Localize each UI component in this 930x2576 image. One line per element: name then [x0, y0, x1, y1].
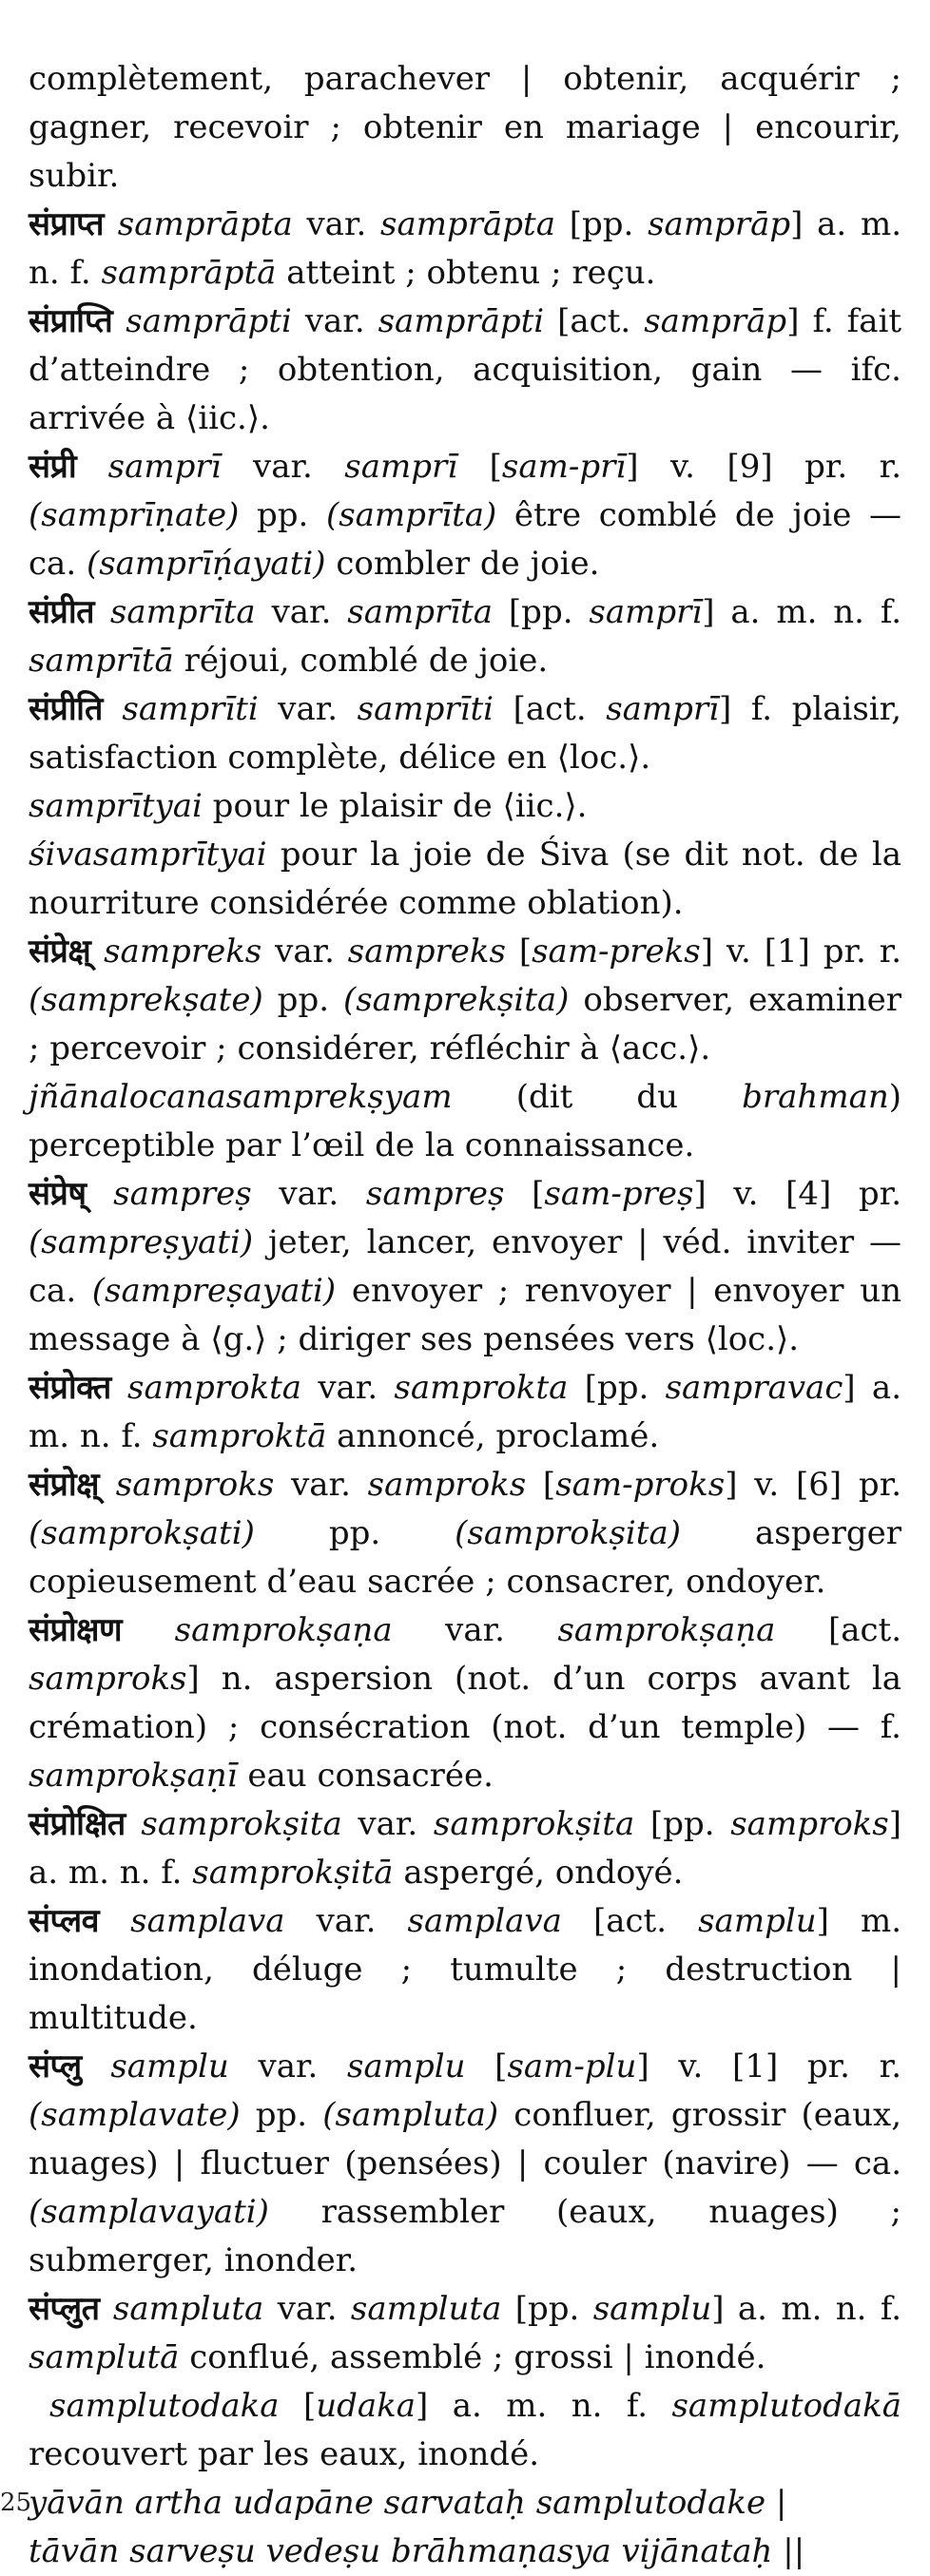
- text: [act.: [561, 1902, 699, 1940]
- definition: pour le plaisir de ⟨iic.⟩.: [202, 787, 588, 825]
- variant: sampluta: [350, 2290, 502, 2328]
- definition: aspergé, ondoyé.: [393, 1854, 684, 1892]
- text: ] v. [9] pr. r.: [626, 448, 901, 486]
- text: ] v. [1] pr. r.: [700, 932, 902, 971]
- devanagari-headword: संप्रेक्ष्: [29, 932, 91, 971]
- causative: (samplavayati): [29, 2193, 269, 2231]
- text: ] a. m. n. f.: [702, 593, 901, 631]
- definition: rassembler (eaux, nuages) ; submerger, inonder.: [29, 2193, 901, 2279]
- subentry-sampriityai: [29, 782, 901, 831]
- definition: ] m. inondation, déluge ; tumulte ; destruction | multitude.: [29, 1902, 902, 2037]
- subentry-term: śivasamprītyai: [29, 836, 267, 874]
- variant: samprāpta: [380, 205, 555, 243]
- text: ] a. m. n. f.: [29, 205, 902, 292]
- transliteration: samproks: [115, 1466, 275, 1504]
- transliteration: samprokṣita: [141, 1805, 342, 1843]
- variant: samprīti: [357, 690, 494, 728]
- variant: samprāpti: [378, 302, 545, 340]
- text: var.: [255, 593, 348, 631]
- text: ] v. [1] pr. r.: [636, 2047, 901, 2086]
- text: ] v. [4] pr.: [693, 1175, 902, 1213]
- text: [act.: [775, 1611, 902, 1649]
- variant: samprokta: [394, 1369, 569, 1407]
- root: samplu: [698, 1902, 817, 1940]
- text: ] a. m. n. f.: [416, 2387, 672, 2425]
- root: samplu: [592, 2290, 712, 2328]
- definition: observer, examiner ; percevoir ; considérer, réfléchir à ⟨acc.⟩.: [29, 981, 901, 1067]
- entry-sampriita: [29, 588, 901, 685]
- feminine-form: samplutā: [29, 2338, 180, 2376]
- root: samprī: [589, 593, 703, 631]
- text: var.: [251, 1175, 366, 1213]
- entry-continuation: [29, 55, 901, 201]
- root: sam-preṣ: [544, 1175, 694, 1213]
- feminine-form: samprāptā: [101, 254, 277, 292]
- definition: ] f. fait d’atteindre ; obtention, acquisition, gain — ifc. arrivée à ⟨iic.⟩.: [29, 302, 901, 437]
- text: ] a. m. n. f.: [711, 2290, 902, 2328]
- term: udaka: [316, 2387, 417, 2425]
- entry-samplu: [29, 2043, 901, 2285]
- entry-samproks: [29, 1461, 901, 1606]
- text: pp.: [254, 1514, 455, 1552]
- definition: recouvert par les eaux, inondé.: [29, 2435, 540, 2473]
- devanagari-headword: संप्री: [29, 448, 77, 486]
- entry-samproksana: [29, 1606, 901, 1800]
- variant: samprokṣaṇa: [557, 1611, 776, 1649]
- continuation-text: complètement, parachever | obtenir, acquérir ; gagner, recevoir ; obtenir en mariage | encourir, subir.: [29, 60, 901, 195]
- definition: annoncé, proclamé.: [326, 1417, 660, 1455]
- text: var.: [392, 1611, 558, 1649]
- text: pp.: [262, 981, 343, 1019]
- definition: pour la joie de Śiva (se dit not. de la nourriture considérée comme oblation).: [29, 836, 901, 922]
- feminine-form: samplutodakā: [671, 2387, 901, 2425]
- text: var.: [258, 690, 358, 728]
- present-form: (samprīṇate): [29, 496, 240, 534]
- subentry-jnanalocana: [29, 1073, 901, 1170]
- root: sam-plu: [507, 2047, 637, 2086]
- causative: (samprīṇ́ayati): [86, 545, 326, 583]
- root: samprāp: [648, 205, 791, 243]
- page-number: 25: [0, 2489, 32, 2517]
- subentry-samplutodaka: [29, 2382, 901, 2479]
- text: [: [465, 2047, 508, 2086]
- subentry-shivasampriityai: [29, 831, 901, 928]
- definition: être comblé de joie — ca.: [29, 496, 902, 583]
- entry-sampraapti: [29, 298, 901, 443]
- participle: (samprīta): [325, 496, 497, 534]
- text: [: [279, 2387, 317, 2425]
- feminine-form: samprītā: [29, 642, 174, 680]
- transliteration: samplava: [130, 1902, 285, 1940]
- text: pp.: [239, 496, 326, 534]
- variant: samprīta: [347, 593, 494, 631]
- transliteration: samprokta: [127, 1369, 302, 1407]
- definition: réjoui, comblé de joie.: [173, 642, 549, 680]
- feminine-form: samprokṣitā: [192, 1854, 394, 1892]
- text: [pp.: [493, 593, 590, 631]
- text: [pp.: [568, 1369, 666, 1407]
- definition: envoyer ; renvoyer | envoyer un message à ⟨g.⟩ ; diriger ses pensées vers ⟨loc.⟩.: [29, 1272, 901, 1358]
- root: samproks: [29, 1660, 187, 1698]
- devanagari-headword: संप्रीति: [29, 690, 103, 728]
- definition: conflué, assemblé ; grossi | inondé.: [179, 2338, 766, 2376]
- devanagari-headword: संप्रोक्षित: [29, 1805, 126, 1843]
- dictionary-page: [29, 55, 901, 2576]
- participle: (samprokṣita): [455, 1514, 682, 1552]
- definition: jeter, lancer, envoyer | véd. inviter — ca.: [29, 1223, 901, 1310]
- variant: samplava: [407, 1902, 562, 1940]
- text: var.: [228, 2047, 347, 2086]
- text: [: [505, 932, 533, 971]
- variant: samprokṣita: [433, 1805, 635, 1843]
- variant: sampreṣ: [365, 1175, 505, 1213]
- verse-line-1: yāvān artha udapāne sarvataḥ samplutodake |: [29, 2484, 787, 2522]
- devanagari-headword: संप्राप्त: [29, 205, 104, 243]
- text: var.: [284, 1902, 408, 1940]
- transliteration: samprīti: [122, 690, 259, 728]
- present-form: (samprokṣati): [29, 1514, 255, 1552]
- text: var.: [301, 1369, 395, 1407]
- root: samproks: [730, 1805, 889, 1843]
- present-form: (samprekṣate): [29, 981, 263, 1019]
- transliteration: samprāpti: [126, 302, 292, 340]
- devanagari-headword: संप्रेष्: [29, 1175, 87, 1213]
- entry-samprii: [29, 443, 901, 588]
- definition: ] n. aspersion (not. d’un corps avant la crémation) ; consécration (not. d’un temple) — f.: [29, 1660, 901, 1746]
- text: [pp.: [501, 2290, 593, 2328]
- definition: asperger copieusement d’eau sacrée ; consacrer, ondoyer.: [29, 1514, 902, 1601]
- text: [: [526, 1466, 556, 1504]
- subentry-term: samplutodaka: [49, 2387, 280, 2425]
- root: sam-prī: [501, 448, 627, 486]
- text: var.: [274, 1466, 368, 1504]
- text: var.: [341, 1805, 434, 1843]
- present-form: (samplavate): [29, 2096, 241, 2134]
- transliteration: sampreṣ: [113, 1175, 252, 1213]
- text: var.: [263, 2290, 351, 2328]
- root: sam-proks: [555, 1466, 726, 1504]
- verse-line-2: tāvān sarveṣu vedeṣu brāhmaṇasya vijānataḥ ||: [29, 2532, 805, 2570]
- text: ] a. m. n. f.: [29, 1805, 901, 1892]
- definition: ] f. plaisir, satisfaction complète, délice en ⟨loc.⟩.: [29, 690, 902, 777]
- entry-sampres: [29, 1170, 901, 1364]
- term: brahman: [742, 1078, 889, 1116]
- devanagari-headword: संप्लव: [29, 1902, 100, 1940]
- text: pp.: [240, 2096, 323, 2134]
- text: [pp.: [554, 205, 649, 243]
- entry-sampreks: [29, 928, 901, 1073]
- devanagari-headword: संप्रीत: [29, 593, 95, 631]
- entry-sampraapta: [29, 201, 901, 298]
- variant: samplu: [347, 2047, 466, 2086]
- transliteration: samprīta: [109, 593, 256, 631]
- root: samprī: [606, 690, 720, 728]
- participle: (samprekṣita): [342, 981, 570, 1019]
- root: sam-preks: [532, 932, 701, 971]
- present-form: (sampreṣyati): [29, 1223, 254, 1261]
- variant: sampreks: [347, 932, 506, 971]
- definition: atteint ; obtenu ; reçu.: [276, 254, 656, 292]
- entry-sampriiti: [29, 685, 901, 782]
- definition: ) perceptible par l’œil de la connaissance.: [29, 1078, 901, 1164]
- transliteration: samplu: [110, 2047, 229, 2086]
- subentry-term: samprītyai: [29, 787, 203, 825]
- devanagari-headword: संप्लुत: [29, 2290, 100, 2328]
- transliteration: sampluta: [112, 2290, 264, 2328]
- causative: (sampreṣayati): [91, 1272, 337, 1310]
- entry-samproksita: [29, 1800, 901, 1897]
- devanagari-headword: संप्रोक्त: [29, 1369, 111, 1407]
- root: sampravac: [665, 1369, 843, 1407]
- devanagari-headword: संप्राप्ति: [29, 302, 113, 340]
- text: ] v. [6] pr.: [725, 1466, 902, 1504]
- devanagari-headword: संप्लु: [29, 2047, 82, 2086]
- text: (dit du: [452, 1078, 743, 1116]
- feminine-form: samprokṣaṇī: [29, 1757, 238, 1795]
- text: [act.: [544, 302, 645, 340]
- entry-sampluta: [29, 2285, 901, 2382]
- subentry-term: jñānalocanasamprekṣyam: [29, 1078, 453, 1116]
- text: ] a. m. n. f.: [29, 1369, 902, 1455]
- text: var.: [262, 932, 348, 971]
- text: var.: [291, 302, 378, 340]
- variant: samproks: [367, 1466, 527, 1504]
- transliteration: sampreks: [104, 932, 262, 971]
- text: [pp.: [634, 1805, 731, 1843]
- entry-samplava: [29, 1897, 901, 2043]
- devanagari-headword: संप्रोक्ष्: [29, 1466, 100, 1504]
- variant: samprī: [344, 448, 458, 486]
- transliteration: samprokṣaṇa: [174, 1611, 393, 1649]
- text: [act.: [494, 690, 607, 728]
- text: [: [457, 448, 502, 486]
- transliteration: samprī: [107, 448, 222, 486]
- entry-samprokta: [29, 1364, 901, 1461]
- text: [: [504, 1175, 545, 1213]
- participle: (sampluta): [322, 2096, 499, 2134]
- transliteration: samprāpta: [117, 205, 293, 243]
- definition: eau consacrée.: [237, 1757, 494, 1795]
- definition: confluer, grossir (eaux, nuages) | fluctuer (pensées) | couler (navire) — ca.: [29, 2096, 902, 2182]
- devanagari-headword: संप्रोक्षण: [29, 1611, 123, 1649]
- root: samprāp: [644, 302, 787, 340]
- text: var.: [221, 448, 345, 486]
- feminine-form: samproktā: [152, 1417, 327, 1455]
- text: var.: [292, 205, 381, 243]
- definition: combler de joie.: [325, 545, 600, 583]
